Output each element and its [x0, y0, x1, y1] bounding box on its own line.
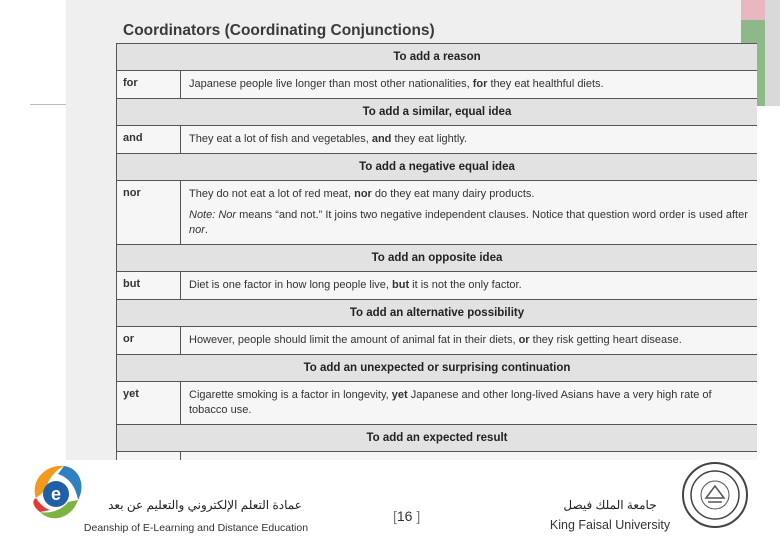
conjunction-word: and [117, 126, 181, 153]
slide-divider-line [30, 104, 70, 105]
sentence-part: Japanese people live longer than most other nationalities, [189, 78, 473, 90]
section-header: To add an alternative possibility [117, 300, 757, 327]
table-row [117, 126, 757, 154]
scanned-textbook-page [66, 0, 748, 460]
usage-note [189, 208, 749, 238]
example-sentence [181, 71, 757, 98]
section-header: To add a similar, equal idea [117, 99, 757, 126]
example-sentence [181, 181, 757, 244]
deanship-name-english: Deanship of E-Learning and Distance Education [83, 522, 309, 534]
sentence-part: it is not the only factor. [409, 279, 522, 291]
sentence-part: they eat healthful diets. [487, 78, 604, 90]
conjunction-word: but [117, 272, 181, 299]
sentence-part: They do not eat a lot of red meat, [189, 188, 355, 200]
sentence-part: they eat lightly. [391, 133, 468, 145]
svg-text:e: e [50, 484, 62, 504]
table-row [117, 181, 757, 245]
conjunction-word: for [117, 71, 181, 98]
corner-accent-grey [765, 0, 780, 106]
example-sentence [181, 327, 757, 354]
table-row [117, 71, 757, 99]
corner-accent-pink [741, 0, 765, 20]
conjunction-word: yet [117, 382, 181, 424]
section-header: To add a negative equal idea [117, 154, 757, 181]
note-part: Note: Nor [189, 209, 237, 221]
page-number-value: 16 [396, 508, 413, 524]
section-header: To add an unexpected or surprising continuation [117, 355, 757, 382]
sentence-part: Cigarette smoking is a factor in longevity, [189, 389, 392, 401]
sentence-part: do they eat many dairy products. [371, 188, 535, 200]
example-sentence [181, 382, 757, 424]
table-row [117, 382, 757, 425]
sentence-part: they risk getting heart disease. [529, 334, 682, 346]
sentence-part: Diet is one factor in how long people live, [189, 279, 393, 291]
page-number: [16 ] [393, 508, 421, 524]
slide-footer [0, 460, 780, 540]
conjunction-highlight: or [518, 334, 530, 346]
conjunction-highlight: and [371, 133, 392, 145]
conjunction-highlight: for [472, 78, 488, 90]
section-header: To add an opposite idea [117, 245, 757, 272]
university-name-arabic: جامعة الملك فيصل [563, 498, 657, 512]
conjunction-word: or [117, 327, 181, 354]
conjunction-highlight: nor [354, 188, 372, 200]
book-title: Coordinators (Coordinating Conjunctions) [123, 22, 435, 39]
conjunction-highlight: yet [391, 389, 408, 401]
example-sentence [181, 126, 757, 153]
university-seal-icon [680, 460, 750, 530]
section-header: To add a reason [117, 44, 757, 71]
note-part: nor [189, 224, 205, 236]
deanship-name-arabic: عمادة التعلم الإلكتروني والتعليم عن بعد [108, 498, 302, 512]
note-part: means “and not.” It joins two negative independent clauses. Notice that question word order is used after [236, 209, 748, 221]
conjunction-word: nor [117, 181, 181, 244]
coordinators-table [116, 43, 757, 480]
table-row [117, 272, 757, 300]
sentence-part: Japanese and other long-lived Asians have a very high rate of tobacco use. [189, 389, 712, 416]
sentence-part: However, people should limit the amount of animal fat in their diets, [189, 334, 519, 346]
university-name-english: King Faisal University [549, 518, 671, 532]
note-part: . [204, 224, 208, 236]
section-header: To add an expected result [117, 425, 757, 452]
sentence-part: They eat a lot of fish and vegetables, [189, 133, 372, 145]
example-sentence [181, 272, 757, 299]
table-row [117, 327, 757, 355]
e-learning-logo-icon [28, 460, 86, 530]
conjunction-highlight: but [392, 279, 410, 291]
